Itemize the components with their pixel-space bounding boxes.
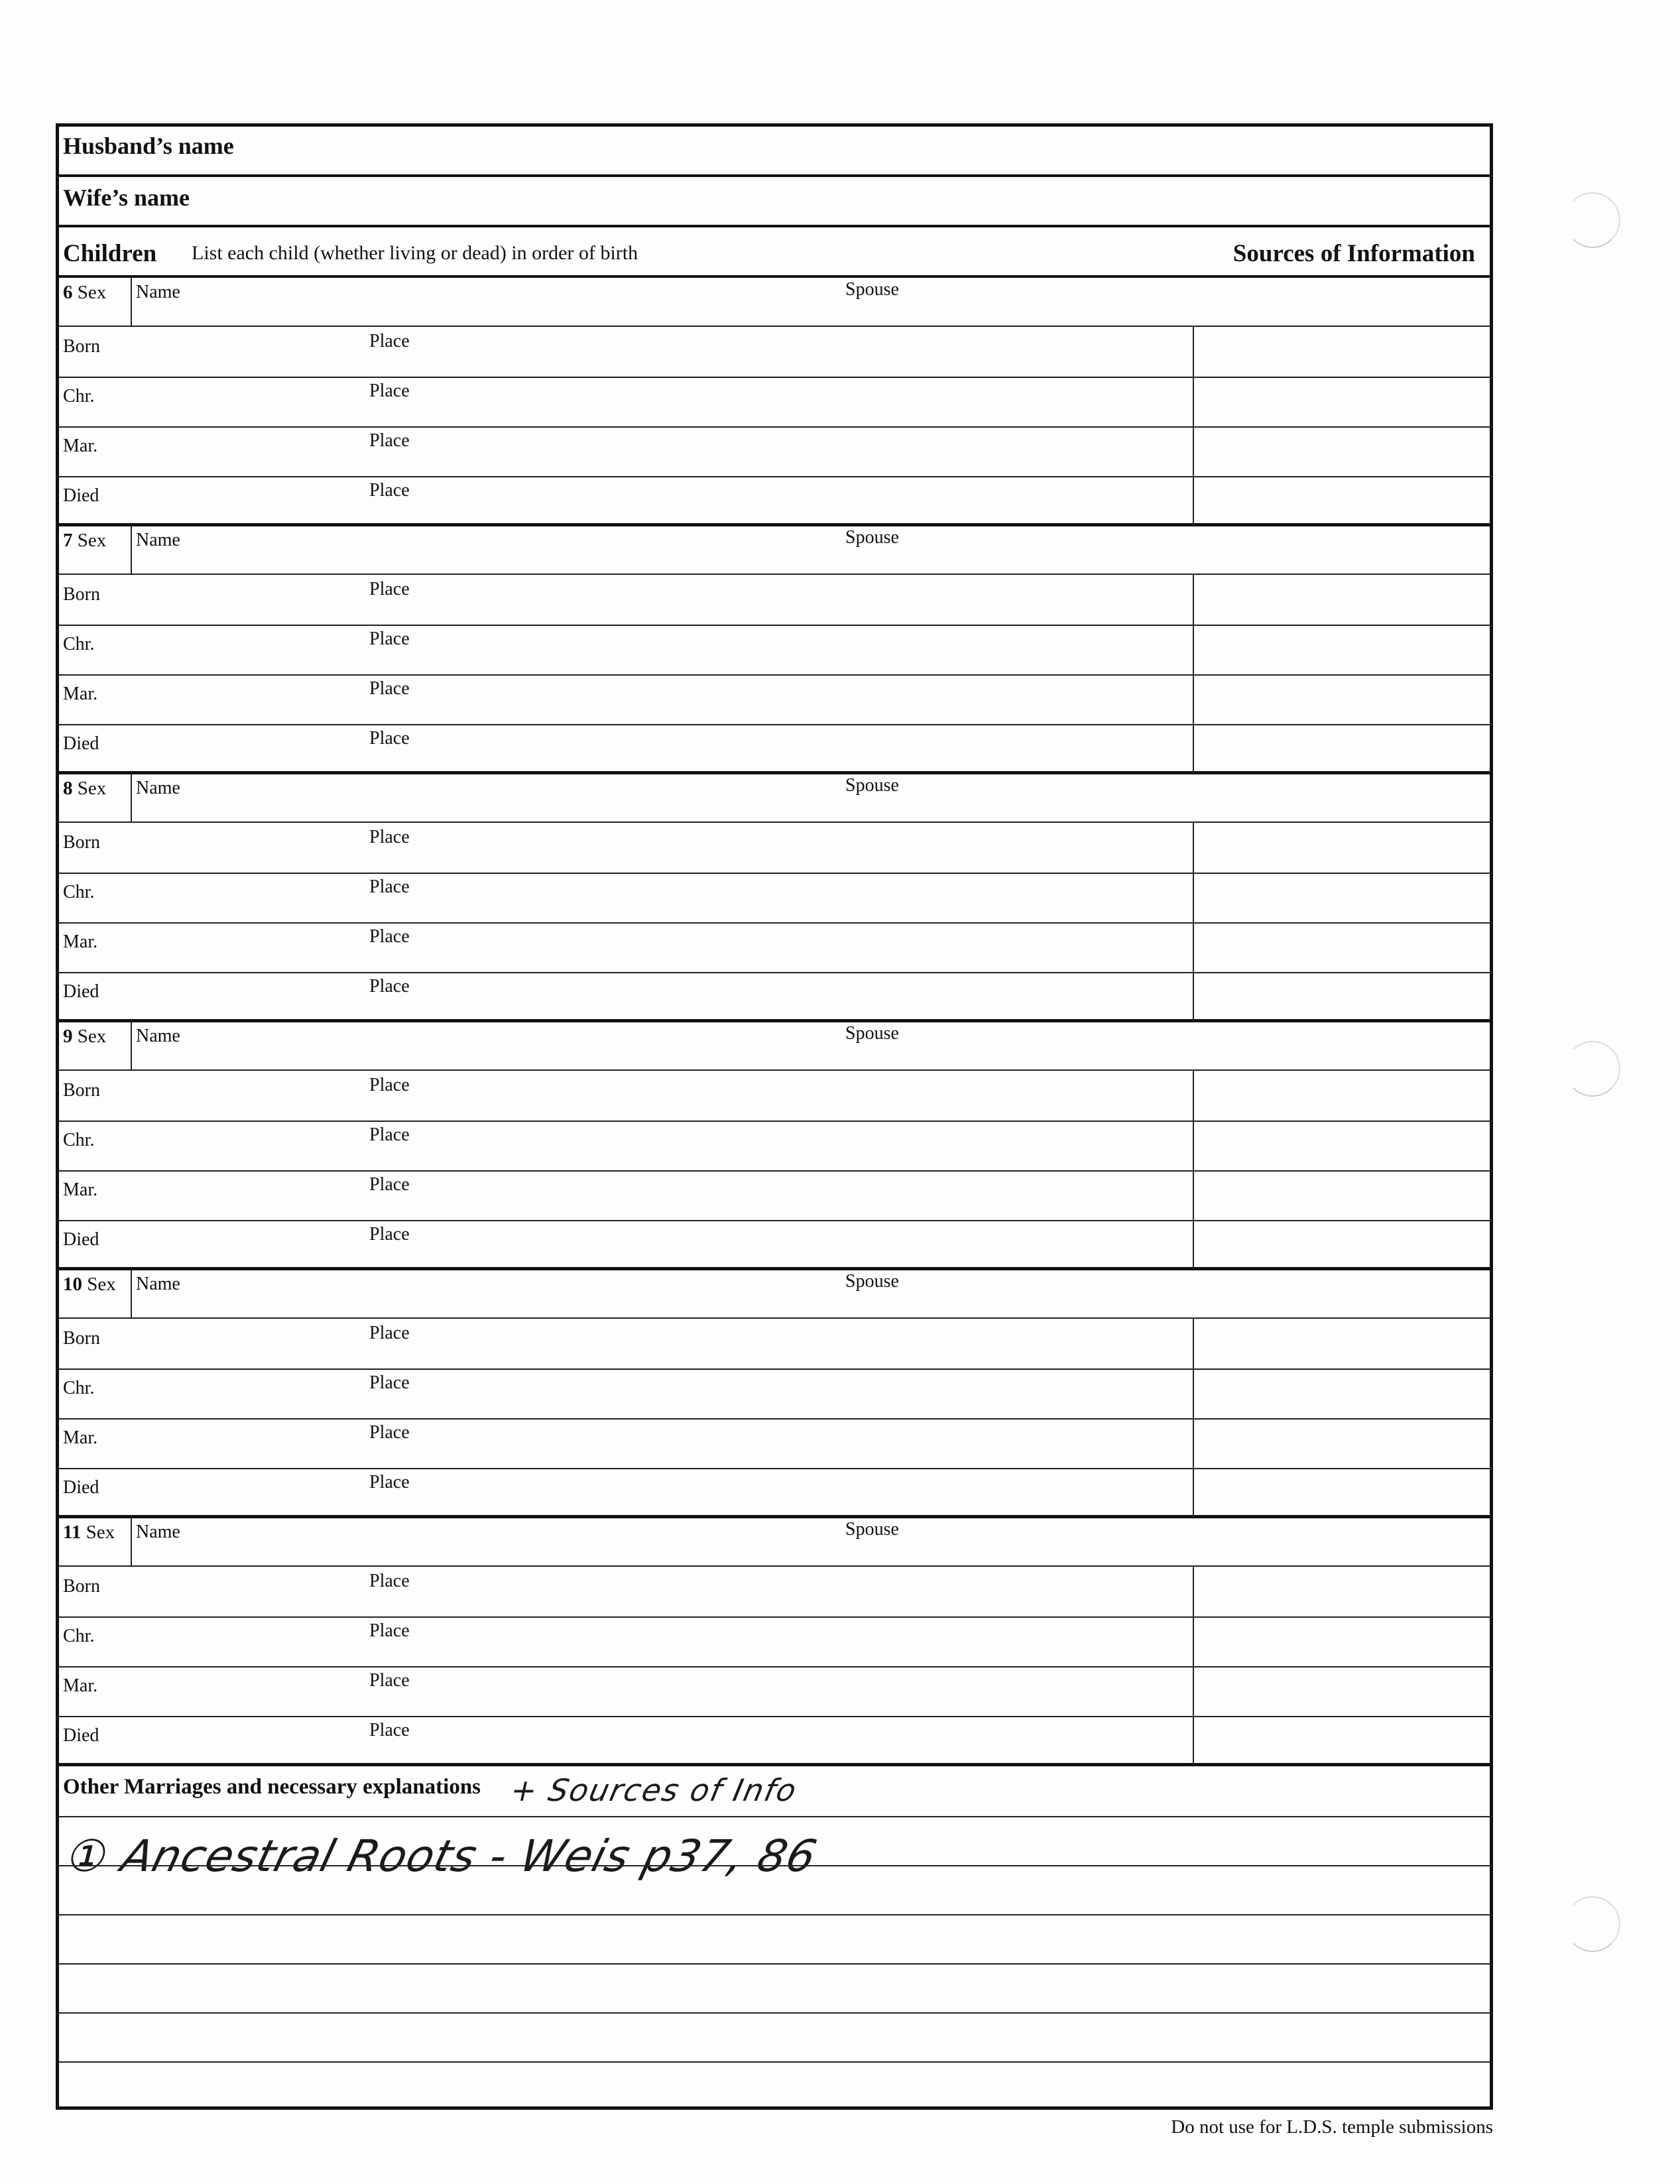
- child-number: [63, 1522, 115, 1544]
- event-label: Chr.: [63, 634, 95, 654]
- event-label: Died: [63, 733, 99, 754]
- spouse-label: Spouse: [845, 1271, 899, 1292]
- source-cell[interactable]: [1193, 426, 1194, 476]
- event-label: Mar.: [63, 1675, 98, 1696]
- note-line[interactable]: [59, 1963, 1490, 1965]
- spouse-label: Spouse: [845, 775, 899, 796]
- wife-label: Wife’s name: [63, 184, 190, 211]
- child-name-row[interactable]: [59, 774, 1490, 823]
- event-label: Born: [63, 1328, 100, 1349]
- place-label: Place: [369, 1323, 410, 1343]
- spouse-label: Spouse: [845, 1519, 899, 1540]
- event-row[interactable]: [59, 1616, 1490, 1668]
- sex-label: Sex: [77, 778, 107, 799]
- husband-label: Husband’s name: [63, 133, 234, 159]
- child-block-7: [59, 526, 1490, 774]
- event-label: Died: [63, 981, 99, 1002]
- place-label: Place: [369, 480, 410, 501]
- children-instruction: List each child (whether living or dead) in order of birth: [192, 242, 638, 264]
- spouse-label: Spouse: [845, 279, 899, 300]
- event-label: Chr.: [63, 1130, 95, 1150]
- child-name-row[interactable]: [59, 278, 1490, 327]
- event-label: Born: [63, 336, 100, 357]
- place-label: Place: [369, 827, 410, 847]
- place-label: Place: [369, 1472, 410, 1492]
- event-label: Mar.: [63, 684, 98, 704]
- place-label: Place: [369, 1620, 410, 1641]
- child-number-value: 10: [63, 1274, 82, 1295]
- event-label: Born: [63, 1576, 100, 1597]
- child-number-value: 7: [63, 530, 73, 551]
- child-number-value: 9: [63, 1026, 73, 1047]
- sex-box[interactable]: [59, 1022, 132, 1069]
- place-label: Place: [369, 430, 410, 451]
- child-number-value: 6: [63, 282, 73, 303]
- event-label: Mar.: [63, 1180, 98, 1200]
- sex-label: Sex: [86, 1522, 115, 1543]
- event-row[interactable]: [59, 1071, 1490, 1122]
- child-block-9: [59, 1022, 1490, 1270]
- source-cell[interactable]: [1193, 1121, 1194, 1170]
- child-block-10: [59, 1270, 1490, 1518]
- place-label: Place: [369, 1372, 410, 1393]
- source-cell[interactable]: [1193, 922, 1194, 972]
- source-cell[interactable]: [1193, 1666, 1194, 1716]
- place-label: Place: [369, 678, 410, 699]
- child-name-row[interactable]: [59, 1518, 1490, 1567]
- event-label: Mar.: [63, 1427, 98, 1448]
- place-label: Place: [369, 728, 410, 749]
- source-cell[interactable]: [1193, 1319, 1194, 1368]
- source-cell[interactable]: [1193, 1716, 1194, 1766]
- event-label: Died: [63, 485, 99, 506]
- name-label: Name: [136, 530, 180, 550]
- event-label: Born: [63, 584, 100, 605]
- event-row[interactable]: [59, 426, 1490, 477]
- event-label: Born: [63, 1080, 100, 1101]
- event-label: Chr.: [63, 1626, 95, 1646]
- place-label: Place: [369, 877, 410, 897]
- spouse-label: Spouse: [845, 527, 899, 548]
- event-label: Died: [63, 1477, 99, 1498]
- child-block-8: [59, 774, 1490, 1022]
- husband-row[interactable]: [59, 127, 1490, 177]
- spouse-label: Spouse: [845, 1023, 899, 1044]
- event-row[interactable]: [59, 1170, 1490, 1221]
- child-number-value: 11: [63, 1522, 82, 1543]
- name-label: Name: [136, 1522, 180, 1542]
- event-row[interactable]: [59, 724, 1490, 774]
- child-name-row[interactable]: [59, 526, 1490, 575]
- source-cell[interactable]: [1193, 1468, 1194, 1518]
- event-row[interactable]: [59, 377, 1490, 428]
- child-block-6: [59, 278, 1490, 526]
- event-row[interactable]: [59, 1716, 1490, 1766]
- source-cell[interactable]: [1193, 476, 1194, 526]
- child-number-value: 8: [63, 778, 73, 799]
- child-number: [63, 1026, 106, 1048]
- sex-label: Sex: [77, 282, 107, 303]
- sex-label: Sex: [87, 1274, 116, 1295]
- event-label: Chr.: [63, 386, 95, 406]
- place-label: Place: [369, 1422, 410, 1443]
- event-row[interactable]: [59, 922, 1490, 973]
- name-label: Name: [136, 282, 180, 302]
- place-label: Place: [369, 1224, 410, 1244]
- event-label: Died: [63, 1229, 99, 1250]
- name-label: Name: [136, 1026, 180, 1046]
- sex-box[interactable]: [59, 1270, 132, 1317]
- source-cell[interactable]: [1193, 377, 1194, 426]
- source-cell[interactable]: [1193, 724, 1194, 774]
- children-header-row: [59, 227, 1490, 278]
- sex-box[interactable]: [59, 774, 132, 821]
- child-name-row[interactable]: [59, 1270, 1490, 1319]
- source-cell[interactable]: [1193, 823, 1194, 873]
- event-row[interactable]: [59, 674, 1490, 725]
- event-label: Mar.: [63, 436, 98, 456]
- event-row[interactable]: [59, 1468, 1490, 1518]
- child-block-11: [59, 1518, 1490, 1766]
- event-label: Died: [63, 1725, 99, 1746]
- source-cell[interactable]: [1193, 1418, 1194, 1468]
- event-label: Mar.: [63, 932, 98, 952]
- event-row[interactable]: [59, 823, 1490, 874]
- event-row[interactable]: [59, 575, 1490, 626]
- source-cell[interactable]: [1193, 1220, 1194, 1270]
- footer-note: Do not use for L.D.S. temple submissions: [1171, 2116, 1493, 2138]
- place-label: Place: [369, 629, 410, 649]
- note-line[interactable]: [59, 1914, 1490, 1915]
- event-row[interactable]: [59, 873, 1490, 924]
- event-row[interactable]: [59, 476, 1490, 526]
- place-label: Place: [369, 1670, 410, 1691]
- place-label: Place: [369, 1124, 410, 1145]
- handwritten-heading: + Sources of Info: [507, 1772, 801, 1808]
- place-label: Place: [369, 579, 410, 599]
- sex-box[interactable]: [59, 1518, 132, 1565]
- child-number: [63, 530, 106, 552]
- place-label: Place: [369, 1075, 410, 1095]
- sex-label: Sex: [77, 530, 107, 551]
- source-cell[interactable]: [1193, 1071, 1194, 1121]
- event-row[interactable]: [59, 1121, 1490, 1172]
- other-marriages-title: Other Marriages and necessary explanations: [63, 1775, 481, 1799]
- other-marriages-section: [59, 1767, 1490, 2106]
- source-cell[interactable]: [1193, 1170, 1194, 1220]
- place-label: Place: [369, 1174, 410, 1195]
- wife-row[interactable]: [59, 177, 1490, 227]
- sources-of-information-label: Sources of Information: [1232, 240, 1475, 267]
- handwritten-note: ① Ancestral Roots - Weis p37, 86: [62, 1831, 822, 1882]
- source-cell[interactable]: [1193, 575, 1194, 625]
- place-label: Place: [369, 926, 410, 947]
- place-label: Place: [369, 1571, 410, 1591]
- event-label: Chr.: [63, 882, 95, 902]
- punch-hole-middle: [1565, 1041, 1620, 1097]
- child-number: [63, 778, 106, 800]
- sex-box[interactable]: [59, 278, 132, 326]
- event-row[interactable]: [59, 1368, 1490, 1420]
- source-cell[interactable]: [1193, 625, 1194, 674]
- event-row[interactable]: [59, 1567, 1490, 1618]
- event-row[interactable]: [59, 1666, 1490, 1717]
- note-line[interactable]: [59, 2061, 1490, 2063]
- event-row[interactable]: [59, 1418, 1490, 1469]
- note-line[interactable]: [59, 1865, 1490, 1866]
- child-number: [63, 1274, 116, 1296]
- event-row[interactable]: [59, 972, 1490, 1022]
- event-label: Born: [63, 832, 100, 853]
- place-label: Place: [369, 976, 410, 997]
- event-label: Chr.: [63, 1378, 95, 1398]
- child-number: [63, 282, 106, 304]
- place-label: Place: [369, 331, 410, 351]
- event-row[interactable]: [59, 1220, 1490, 1270]
- source-cell[interactable]: [1193, 972, 1194, 1022]
- event-row[interactable]: [59, 327, 1490, 378]
- source-cell[interactable]: [1193, 1567, 1194, 1616]
- note-line[interactable]: [59, 1816, 1490, 1817]
- source-cell[interactable]: [1193, 1368, 1194, 1418]
- source-cell[interactable]: [1193, 873, 1194, 922]
- source-cell[interactable]: [1193, 1616, 1194, 1666]
- note-line[interactable]: [59, 2012, 1490, 2014]
- family-group-record-form: [56, 123, 1493, 2110]
- sex-box[interactable]: [59, 526, 132, 574]
- children-label: Children: [63, 240, 157, 267]
- punch-hole-bottom: [1565, 1896, 1620, 1952]
- punch-hole-top: [1565, 192, 1620, 248]
- name-label: Name: [136, 1274, 180, 1294]
- name-label: Name: [136, 778, 180, 798]
- sex-label: Sex: [77, 1026, 107, 1047]
- event-row[interactable]: [59, 625, 1490, 676]
- event-row[interactable]: [59, 1319, 1490, 1370]
- child-name-row[interactable]: [59, 1022, 1490, 1071]
- place-label: Place: [369, 381, 410, 401]
- source-cell[interactable]: [1193, 327, 1194, 377]
- source-cell[interactable]: [1193, 674, 1194, 724]
- place-label: Place: [369, 1720, 410, 1740]
